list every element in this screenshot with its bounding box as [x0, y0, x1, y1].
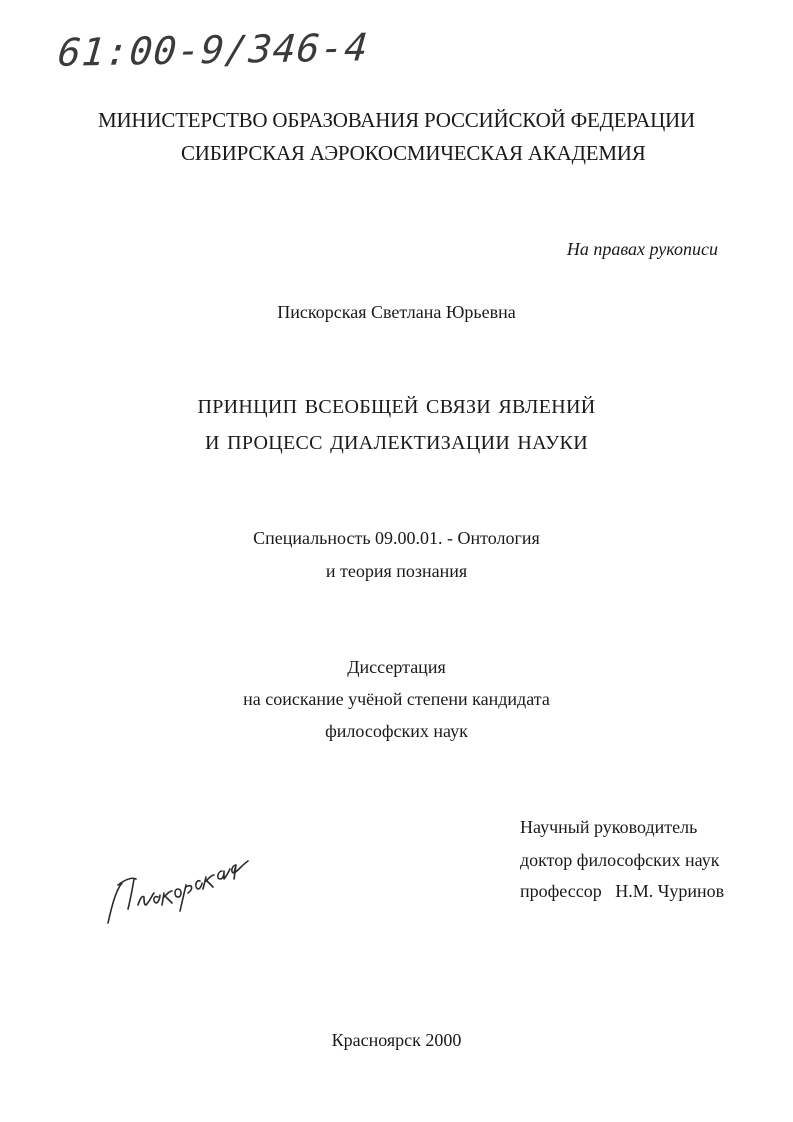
thesis-title-line-1: ПРИНЦИП ВСЕОБЩЕЙ СВЯЗИ ЯВЛЕНИЙ — [197, 396, 596, 418]
supervisor-line-2: доктор философских наук — [520, 850, 720, 870]
academy-heading: СИБИРСКАЯ АЭРОКОСМИЧЕСКАЯ АКАДЕМИЯ — [181, 141, 646, 165]
manuscript-rights-note: На правах рукописи — [566, 239, 718, 259]
signature-text — [100, 835, 105, 836]
specialty-line-2: и теория познания — [325, 561, 468, 581]
author-name: Пискорская Светлана Юрьевна — [277, 302, 516, 322]
handwritten-signature — [100, 835, 260, 935]
dissertation-line-2: на соискание учёной степени кандидата — [243, 689, 550, 709]
dissertation-line-1: Диссертация — [347, 657, 446, 677]
catalog-stamp: 61:00-9/346-4 — [56, 25, 371, 75]
dissertation-line-3: философских наук — [325, 721, 468, 741]
supervisor-line-1: Научный руководитель — [520, 817, 698, 837]
ministry-heading: МИНИСТЕРСТВО ОБРАЗОВАНИЯ РОССИЙСКОЙ ФЕДЕРАЦИИ — [97, 108, 695, 132]
thesis-title-line-2: И ПРОЦЕСС ДИАЛЕКТИЗАЦИИ НАУКИ — [205, 432, 588, 454]
supervisor-line-3: профессор Н.М. Чуринов — [520, 881, 725, 901]
city-year: Красноярск 2000 — [331, 1030, 462, 1050]
signature-drawing — [100, 835, 260, 935]
specialty-line-1: Специальность 09.00.01. - Онтология — [253, 528, 540, 548]
